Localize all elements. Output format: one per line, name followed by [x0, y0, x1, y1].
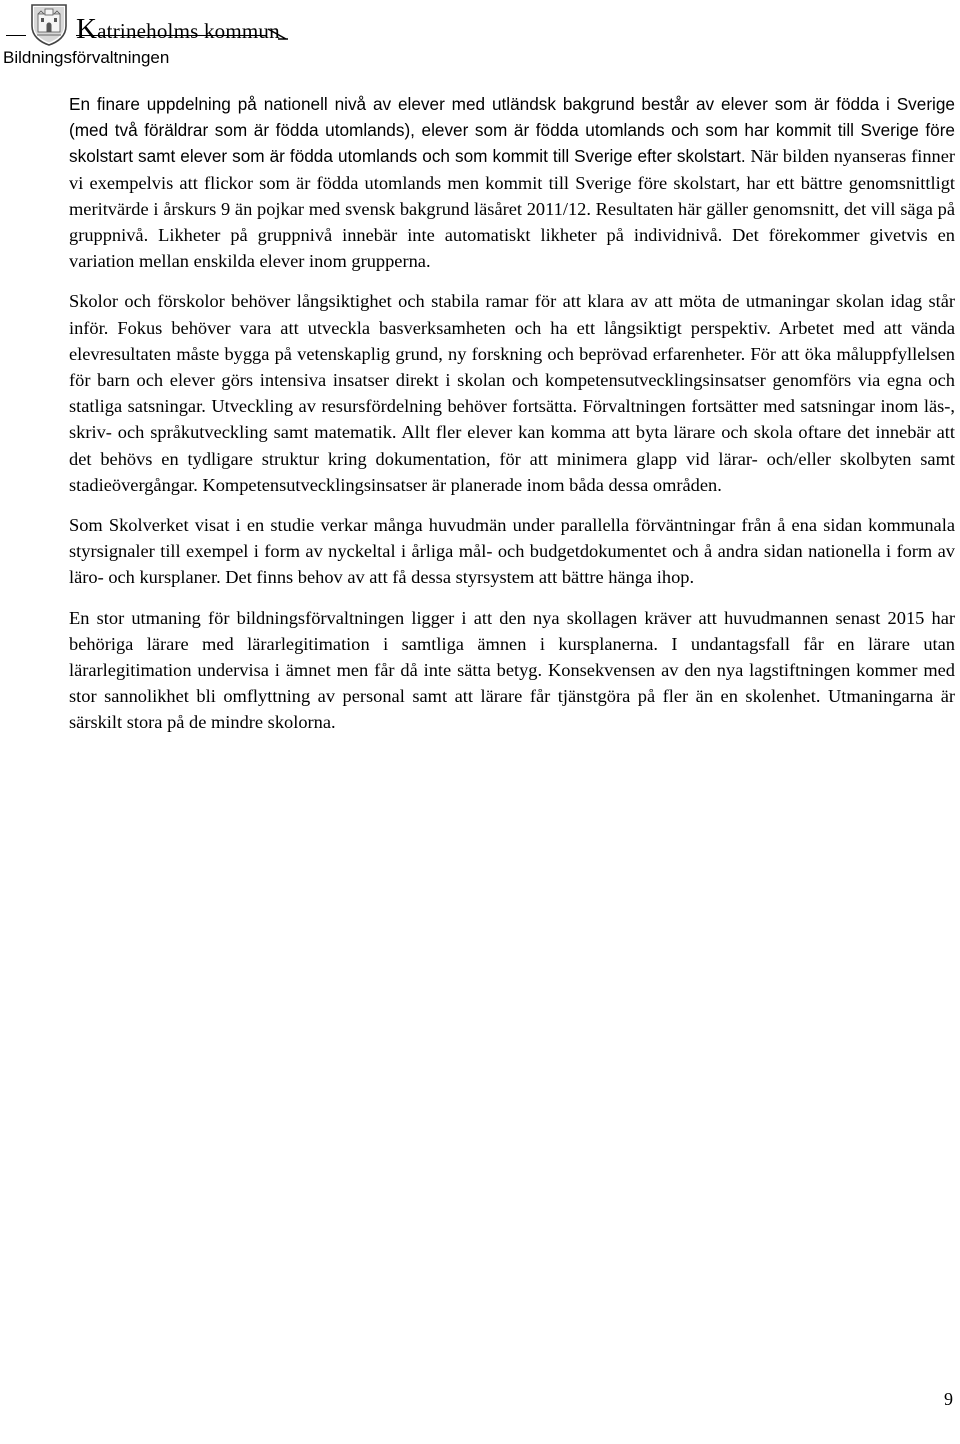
header-rule-right — [76, 35, 266, 36]
department-name: Bildningsförvaltningen — [3, 48, 170, 67]
document-body — [69, 91, 955, 750]
header-rule-left — [6, 35, 26, 36]
organization-name — [76, 13, 280, 46]
organization-initial: K — [76, 13, 98, 45]
paragraph-4: En stor utmaning för bildningsförvaltningen ligger i att den nya skollagen kräver att huvudmannen senast 2015 har behöriga lärare med lärarlegitimation i samtliga ämnen i kursplanerna. I undantagsfall får en lärare utan lärarlegitimation undervisa i ämnet men får då inte sätta betyg. Konsekvensen av den nya lagstiftningen kommer med stor sannolikhet bli omflyttning av personal samt att lärare får tjänstgöra på fler än en skolenhet. Utmaningarna är särskilt stora på de mindre skolorna. — [69, 607, 955, 733]
paragraph-3: Som Skolverket visat i en studie verkar många huvudmän under parallella förväntningar från å ena sidan kommunala styrsignaler till exempel i form av nyckeltal i årliga mål- och budgetdokumentet och å andra sidan nationella i form av läro- och kursplaner. Det finns behov av att få dessa styrsystem att bättre hänga ihop. — [69, 515, 955, 588]
paragraph-2: Skolor och förskolor behöver långsiktighet och stabila ramar för att klara av att möta de utmaningar skolan idag står inför. Fokus behöver vara att utveckla basverksamheten och ha ett långsiktigt perspektiv. Arbetet med att vända elevresultaten måste bygga på vetenskaplig grund, ny forskning och beprövad erfarenheter. För att öka måluppfyllelsen för barn och elever görs intensiva insatser direkt i skolan och kompetensutvecklingsinsatser genomförs via egna och statliga satsningar. Utveckling av resursfördelning behöver fortsätta. Förvaltningen fortsätter med satsningar inom läs-, skriv- och språkutveckling samt matematik. Allt fler elever kan komma att byta lärare och skola oftare det innebär att det behövs en tydligare struktur kring dokumentation, för att minimera glapp vid lärar- och/eller skolbyten samt stadieövergångar. Kompetensutvecklingsinsatser är planerade inom båda dessa områden. — [69, 291, 955, 495]
page-number: 9 — [944, 1389, 953, 1409]
paragraph-1 — [69, 91, 955, 274]
organization-name-rest: atrineholms kommun — [97, 19, 280, 43]
page-header — [0, 0, 960, 72]
municipal-crest-icon — [29, 2, 69, 46]
paragraph-1-rest: När bilden nyanseras finner vi exempelvis att flickor som är födda utomlands men kommit till Sverige före skolstart, har ett bättre genomsnittligt meritvärde i årskurs 9 än pojkar med svensk bakgrund läsåret 2011/12. Resultaten här gäller genomsnitt, det vill säga på gruppnivå. Likheter på gruppnivå innebär inte automatiskt likheter på individnivå. Det förekommer givetvis en variation mellan enskilda elever inom grupperna. — [69, 146, 955, 272]
paragraph-1-lead: En finare uppdelning på nationell nivå av elever med utländsk bakgrund består av elever som är födda i Sverige (med två föräldrar som är födda utomlands), elever som är födda utomlands och som har kommit till Sverige före skolstart samt elever som är födda utomlands och som kommit till Sverige efter skolstart. — [69, 94, 955, 167]
header-slash-decoration — [266, 28, 288, 40]
